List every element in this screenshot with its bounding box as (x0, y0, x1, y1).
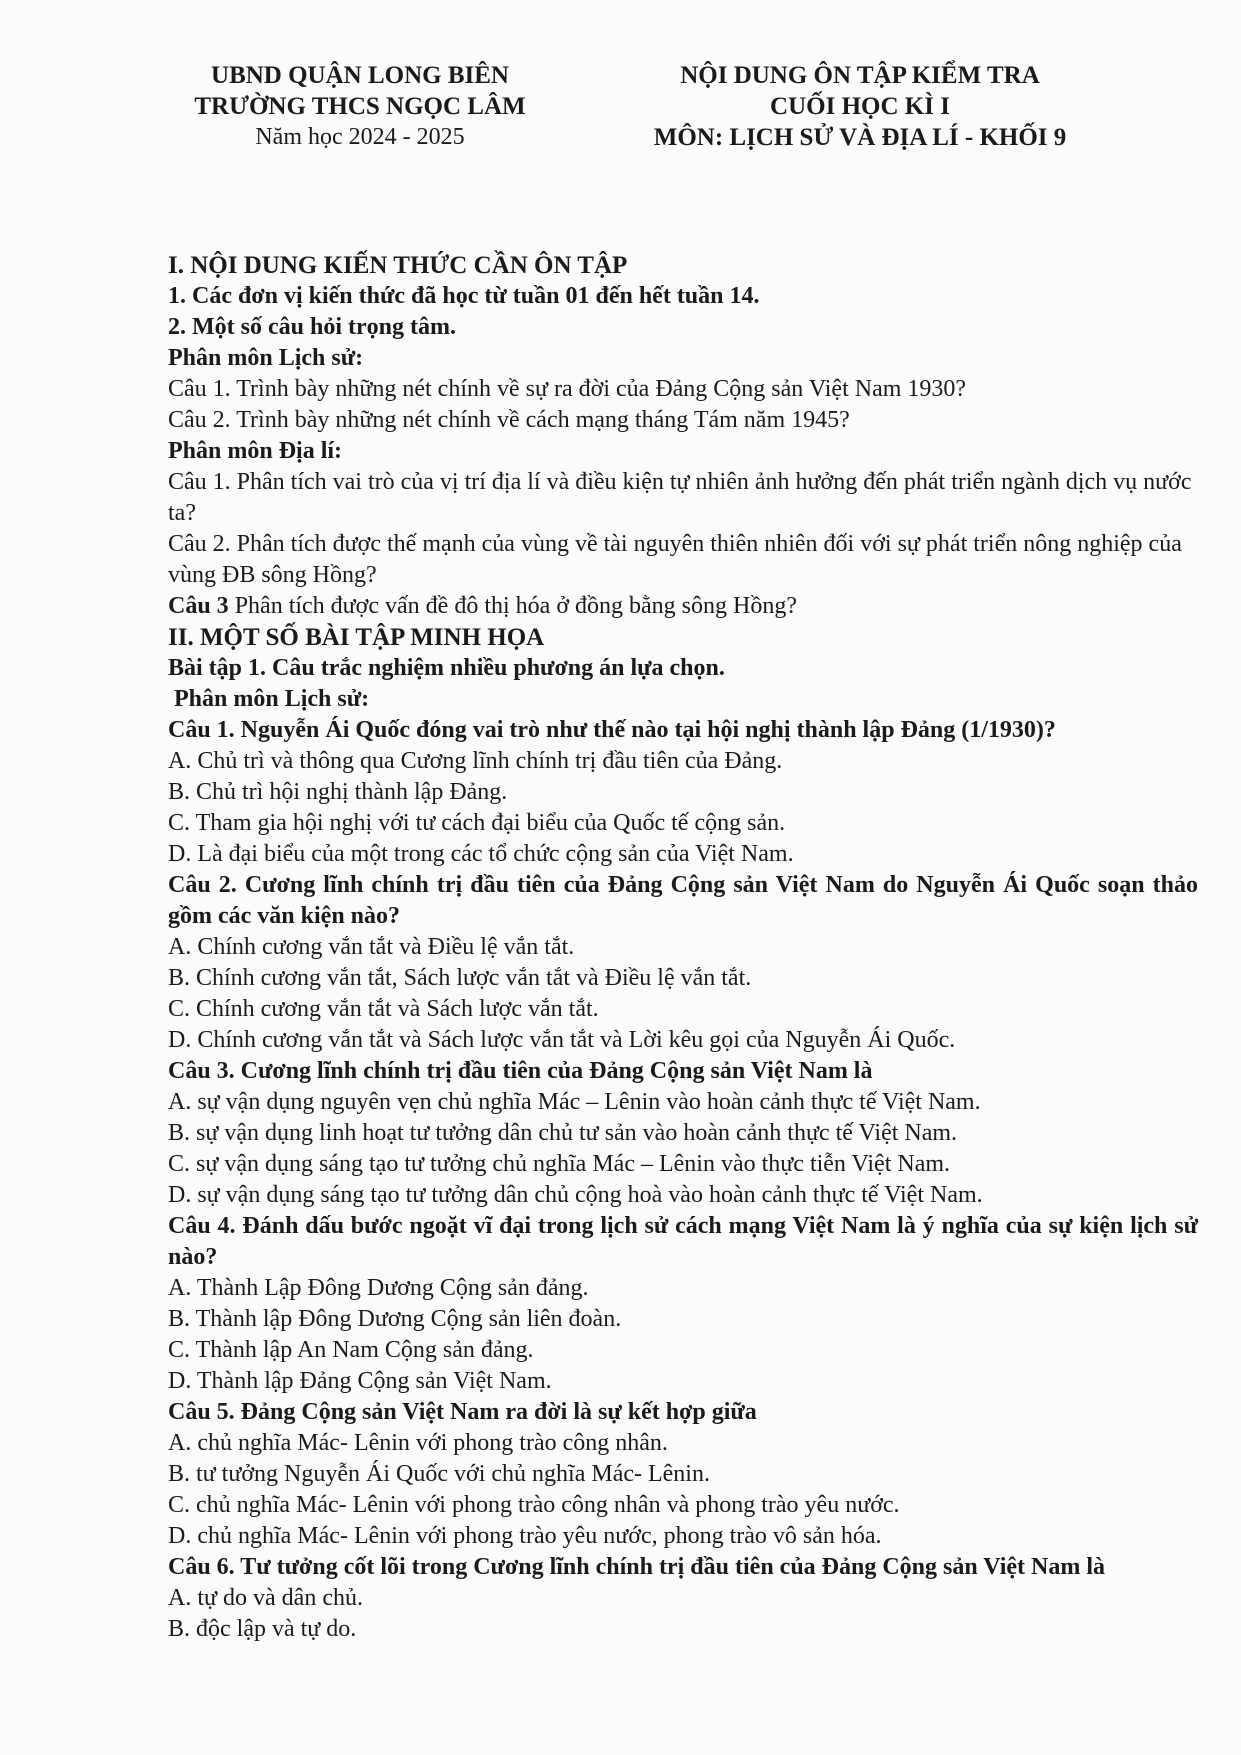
question-option: B. Thành lập Đông Dương Cộng sản liên đoàn. (168, 1306, 622, 1332)
question-title: Câu 5. Đảng Cộng sản Việt Nam ra đời là sự kết hợp giữa (168, 1399, 757, 1425)
school-name: TRƯỜNG THCS NGỌC LÂM (194, 93, 526, 120)
question-title: Câu 4. Đánh dấu bước ngoặt vĩ đại trong lịch sử cách mạng Việt Nam là ý nghĩa của sự kiện lịch sử nào? (168, 1213, 1198, 1270)
geography-question-3-label: Câu 3 (168, 593, 229, 619)
district-name: UBND QUẬN LONG BIÊN (211, 62, 509, 89)
question-block-2 (168, 870, 1198, 1056)
exercise-1-title: Bài tập 1. Câu trắc nghiệm nhiều phương án lựa chọn. (168, 655, 725, 681)
question-block-1 (168, 715, 1198, 870)
history-question-1: Câu 1. Trình bày những nét chính về sự ra đời của Đảng Cộng sản Việt Nam 1930? (168, 376, 967, 402)
geography-subject-title: Phân môn Địa lí: (168, 438, 343, 464)
question-option: A. tự do và dân chủ. (168, 1585, 363, 1611)
exercise-history-title: Phân môn Lịch sử: (174, 686, 370, 712)
knowledge-item-1: 1. Các đơn vị kiến thức đã học từ tuần 01 đến hết tuần 14. (168, 283, 760, 309)
document-subject: MÔN: LỊCH SỬ VÀ ĐỊA LÍ - KHỐI 9 (653, 124, 1067, 151)
geography-question-1: Câu 1. Phân tích vai trò của vị trí địa lí và điều kiện tự nhiên ảnh hưởng đến phát triển ngành dịch vụ nước ta? (168, 469, 1192, 526)
document-title: NỘI DUNG ÔN TẬP KIỂM TRA (680, 62, 1040, 89)
question-option: C. Thành lập An Nam Cộng sản đảng. (168, 1337, 534, 1363)
question-option: D. sự vận dụng sáng tạo tư tưởng dân chủ cộng hoà vào hoàn cảnh thực tế Việt Nam. (168, 1182, 983, 1208)
geography-question-3-text: Phân tích được vấn đề đô thị hóa ở đồng bằng sông Hồng? (228, 593, 797, 619)
question-option: C. Tham gia hội nghị với tư cách đại biểu của Quốc tế cộng sản. (168, 810, 786, 836)
document-term: CUỐI HỌC KÌ I (770, 93, 950, 120)
question-block-3 (168, 1056, 1198, 1211)
geography-question-3 (168, 591, 1198, 622)
question-title: Câu 3. Cương lĩnh chính trị đầu tiên của Đảng Cộng sản Việt Nam là (168, 1058, 873, 1084)
question-option: C. Chính cương vắn tắt và Sách lược vắn tắt. (168, 996, 599, 1022)
section-heading-1: I. NỘI DUNG KIẾN THỨC CẦN ÔN TẬP (168, 252, 628, 279)
document-header (0, 60, 1241, 170)
question-option: D. Chính cương vắn tắt và Sách lược vắn tắt và Lời kêu gọi của Nguyễn Ái Quốc. (168, 1027, 956, 1053)
knowledge-item-2: 2. Một số câu hỏi trọng tâm. (168, 314, 456, 340)
question-block-6 (168, 1552, 1198, 1645)
question-block-5 (168, 1397, 1198, 1552)
question-title: Câu 6. Tư tưởng cốt lõi trong Cương lĩnh chính trị đầu tiên của Đảng Cộng sản Việt Nam là (168, 1554, 1106, 1580)
document-title-block (620, 60, 1100, 153)
document-body (168, 250, 1198, 1645)
geography-question-2: Câu 2. Phân tích được thế mạnh của vùng về tài nguyên thiên nhiên đối với sự phát triển nông nghiệp của vùng ĐB sông Hồng? (168, 531, 1182, 588)
question-title: Câu 2. Cương lĩnh chính trị đầu tiên của Đảng Cộng sản Việt Nam do Nguyễn Ái Quốc soạn thảo gồm các văn kiện nào? (168, 872, 1198, 929)
question-option: A. sự vận dụng nguyên vẹn chủ nghĩa Mác – Lênin vào hoàn cảnh thực tế Việt Nam. (168, 1089, 981, 1115)
history-subject-title: Phân môn Lịch sử: (168, 345, 364, 371)
question-option: A. Chính cương vắn tắt và Điều lệ vắn tắt. (168, 934, 575, 960)
school-info (140, 60, 580, 153)
question-option: D. chủ nghĩa Mác- Lênin với phong trào yêu nước, phong trào vô sản hóa. (168, 1523, 882, 1549)
section-heading-2: II. MỘT SỐ BÀI TẬP MINH HỌA (168, 624, 545, 651)
question-block-4 (168, 1211, 1198, 1397)
question-option: A. Chủ trì và thông qua Cương lĩnh chính trị đầu tiên của Đảng. (168, 748, 783, 774)
school-year: Năm học 2024 - 2025 (255, 124, 465, 150)
question-title: Câu 1. Nguyễn Ái Quốc đóng vai trò như thế nào tại hội nghị thành lập Đảng (1/1930)? (168, 717, 1056, 743)
question-option: B. Chính cương vắn tắt, Sách lược vắn tắt và Điều lệ vắn tắt. (168, 965, 752, 991)
question-option: C. sự vận dụng sáng tạo tư tưởng chủ nghĩa Mác – Lênin vào thực tiễn Việt Nam. (168, 1151, 951, 1177)
question-option: D. Thành lập Đảng Cộng sản Việt Nam. (168, 1368, 552, 1394)
question-option: B. sự vận dụng linh hoạt tư tưởng dân chủ tư sản vào hoàn cảnh thực tế Việt Nam. (168, 1120, 958, 1146)
question-option: B. tư tưởng Nguyễn Ái Quốc với chủ nghĩa Mác- Lênin. (168, 1461, 710, 1487)
question-option: C. chủ nghĩa Mác- Lênin với phong trào công nhân và phong trào yêu nước. (168, 1492, 900, 1518)
question-option: A. chủ nghĩa Mác- Lênin với phong trào công nhân. (168, 1430, 668, 1456)
question-option: B. Chủ trì hội nghị thành lập Đảng. (168, 779, 508, 805)
history-question-2: Câu 2. Trình bày những nét chính về cách mạng tháng Tám năm 1945? (168, 407, 850, 433)
question-option: B. độc lập và tự do. (168, 1616, 357, 1642)
question-option: D. Là đại biểu của một trong các tổ chức cộng sản của Việt Nam. (168, 841, 794, 867)
question-option: A. Thành Lập Đông Dương Cộng sản đảng. (168, 1275, 589, 1301)
